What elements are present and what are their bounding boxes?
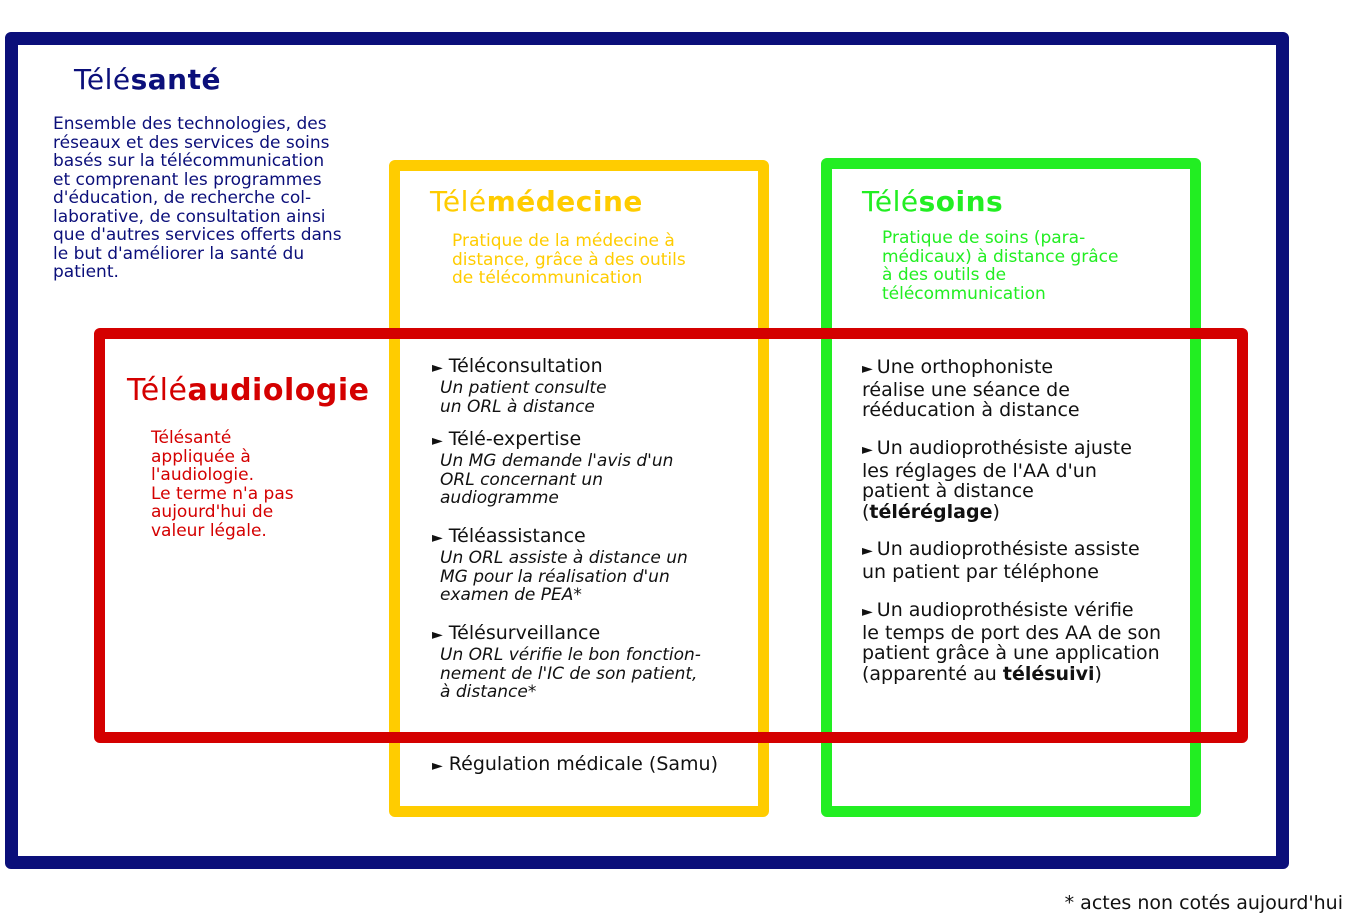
act-label: Téléconsultation	[448, 355, 603, 377]
triangle-bullet-icon: ►	[862, 543, 873, 559]
triangle-bullet-icon: ►	[862, 361, 873, 377]
act-label: Télé-expertise	[448, 428, 582, 450]
telesuivi-term: télésuivi	[1002, 662, 1095, 685]
act-detail: Un ORL assiste à distance un MG pour la réalisation d'un examen de PEA*	[440, 548, 688, 605]
telesante-description: Ensemble des technologies, des réseaux et des services de soins basés sur la télécommunication et comprenant les programmes d'éducation, de recherche col- laborative, de consultation ainsi que d'autres services offerts dans le but d'améliorer la santé du patient.	[53, 114, 342, 282]
triangle-bullet-icon: ►	[432, 530, 443, 546]
telemedecine-description: Pratique de la médecine à distance, grâce à des outils de télécommunication	[452, 231, 686, 288]
triangle-bullet-icon: ►	[862, 604, 873, 620]
telesoins-title: Télésoins	[862, 185, 1004, 218]
telesante-title: Télésanté	[74, 63, 221, 96]
triangle-bullet-icon: ►	[862, 442, 873, 458]
act-teleassistance	[432, 526, 688, 605]
telemedecine-title: Télémédecine	[430, 185, 643, 218]
soin-example-telesuivi: ► Un audioprothésiste vérifie le temps de port des AA de son patient grâce à une application (apparenté au télésuivi)	[862, 599, 1162, 685]
triangle-bullet-icon: ►	[432, 627, 443, 643]
act-regulation-medicale	[432, 754, 718, 777]
act-detail: Un MG demande l'avis d'un ORL concernant un audiogramme	[440, 451, 674, 508]
telesoins-description: Pratique de soins (para- médicaux) à distance grâce à des outils de télécommunication	[882, 228, 1119, 304]
teleaudiologie-title: Téléaudiologie	[127, 373, 370, 408]
act-label: Télésurveillance	[448, 622, 601, 644]
triangle-bullet-icon: ►	[432, 758, 443, 774]
act-label: Régulation médicale (Samu)	[448, 753, 718, 775]
act-telesurveillance	[432, 623, 701, 702]
telereglage-term: téléréglage	[869, 500, 993, 523]
triangle-bullet-icon: ►	[432, 360, 443, 376]
act-label: Téléassistance	[448, 525, 586, 547]
act-detail: Un ORL vérifie le bon fonction- nement de l'IC de son patient, à distance*	[440, 645, 701, 702]
soin-example-telephone: ► Un audioprothésiste assiste un patient par téléphone	[862, 538, 1140, 583]
act-detail: Un patient consulte un ORL à distance	[440, 378, 607, 417]
triangle-bullet-icon: ►	[432, 433, 443, 449]
act-teleconsultation	[432, 356, 607, 416]
footnote: * actes non cotés aujourd'hui	[1064, 892, 1343, 914]
act-tele-expertise	[432, 429, 673, 508]
teleaudiologie-description: Télésanté appliquée à l'audiologie. Le terme n'a pas aujourd'hui de valeur légale.	[151, 428, 294, 541]
soin-example-orthophoniste: ► Une orthophoniste réalise une séance de rééducation à distance	[862, 356, 1080, 421]
soin-example-telereglage: ► Un audioprothésiste ajuste les réglages de l'AA d'un patient à distance (téléréglage)	[862, 437, 1132, 523]
